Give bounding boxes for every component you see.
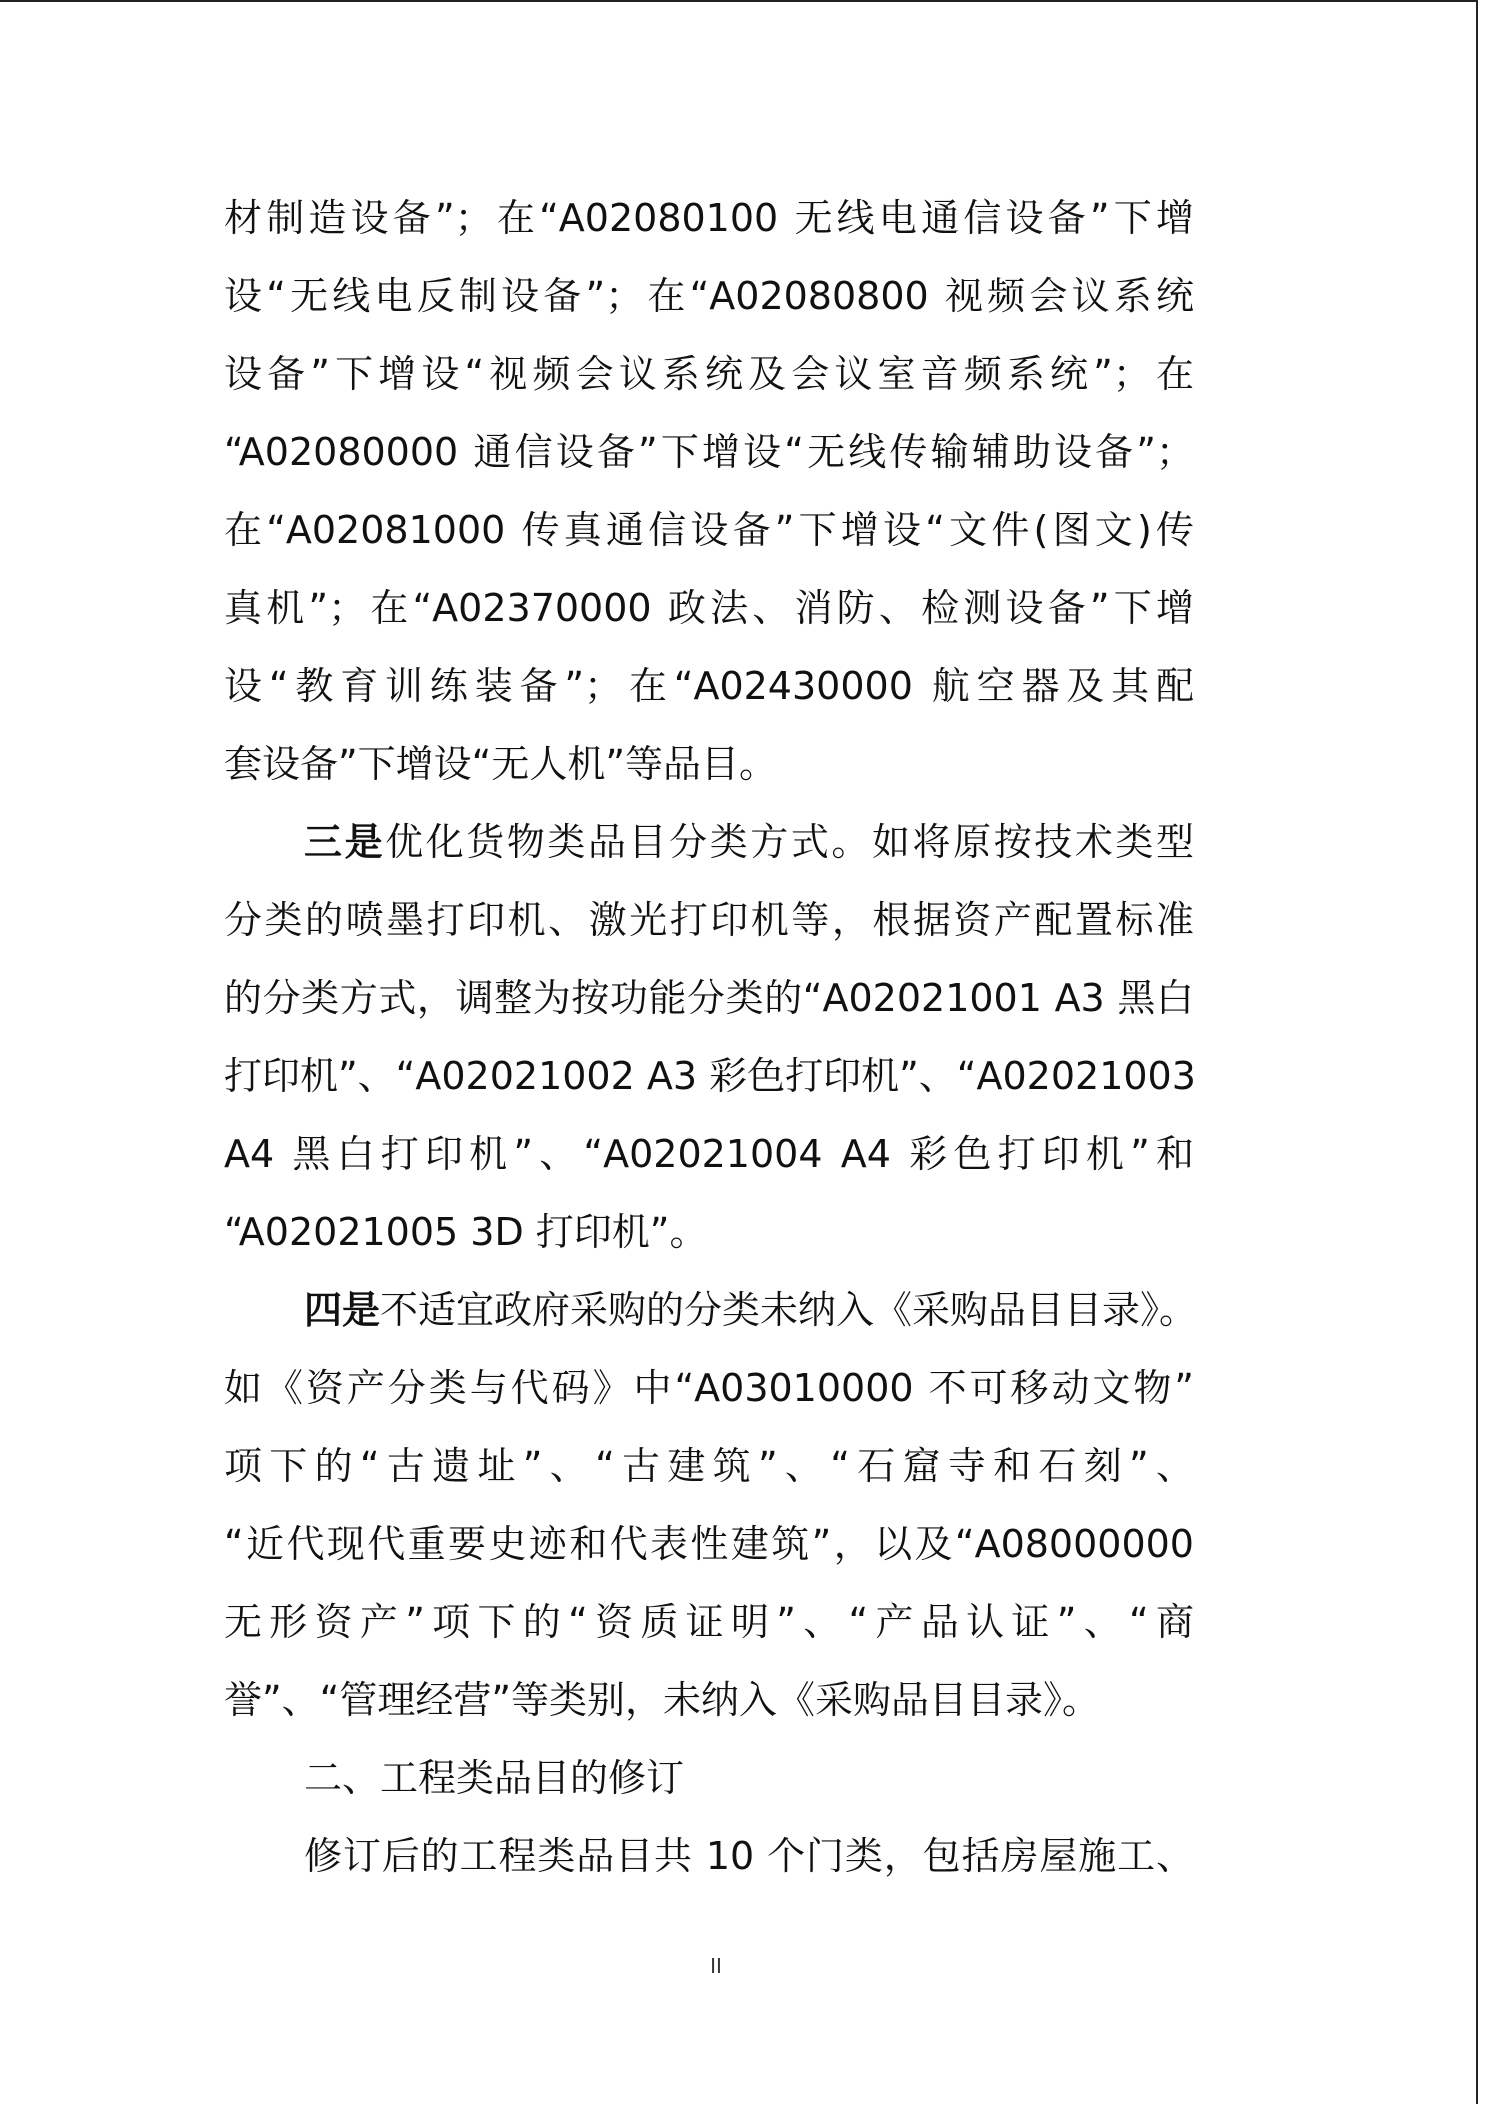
text-line: 项下的“古遗址”、“古建筑”、“石窟寺和石刻”、 — [224, 1444, 1194, 1488]
paragraph-lead: 三是 — [304, 820, 386, 864]
text-line: “近代现代重要史迹和代表性建筑”，以及“A08000000 — [224, 1522, 1194, 1566]
text-line: 在“A02081000 传真通信设备”下增设“文件(图文)传 — [224, 508, 1194, 552]
text-line: 设“无线电反制设备”；在“A02080800 视频会议系统 — [224, 274, 1194, 318]
text-line: 分类的喷墨打印机、激光打印机等，根据资产配置标准 — [224, 898, 1194, 942]
paragraph-lead: 四是 — [304, 1288, 381, 1332]
text-line: 如《资产分类与代码》中“A03010000 不可移动文物” — [224, 1366, 1194, 1410]
text-line: 材制造设备”；在“A02080100 无线电通信设备”下增 — [224, 196, 1194, 240]
text-line: 真机”；在“A02370000 政法、消防、检测设备”下增 — [224, 586, 1194, 630]
text-line: A4 黑白打印机”、“A02021004 A4 彩色打印机”和 — [224, 1132, 1194, 1176]
text-line: 打印机”、“A02021002 A3 彩色打印机”、“A02021003 — [224, 1054, 1196, 1098]
paragraph-text: 不适宜政府采购的分类未纳入《采购品目目录》。 — [380, 1288, 1198, 1332]
paragraph-text: 优化货物类品目分类方式。如将原按技术类型 — [385, 820, 1194, 864]
text-line: 的分类方式，调整为按功能分类的“A02021001 A3 黑白 — [224, 976, 1194, 1020]
text-line: 套设备”下增设“无人机”等品目。 — [224, 742, 778, 786]
text-line: 设“教育训练装备”；在“A02430000 航空器及其配 — [224, 664, 1194, 708]
paragraph-first-line — [224, 812, 1194, 872]
text-line: 设备”下增设“视频会议系统及会议室音频系统”；在 — [224, 352, 1194, 396]
paragraph-first-line: 修订后的工程类品目共 10 个门类，包括房屋施工、 — [304, 1834, 1194, 1878]
page-number: II — [710, 1954, 722, 1978]
text-line: 无形资产”项下的“资质证明”、“产品认证”、“商 — [224, 1600, 1194, 1644]
text-line: 誉”、“管理经营”等类别，未纳入《采购品目目录》。 — [224, 1678, 1101, 1722]
paragraph-first-line — [224, 1280, 1197, 1340]
text-line: “A02021005 3D 打印机”。 — [224, 1210, 708, 1254]
section-heading: 二、工程类品目的修订 — [304, 1756, 685, 1800]
text-line: “A02080000 通信设备”下增设“无线传输辅助设备”； — [224, 430, 1194, 474]
